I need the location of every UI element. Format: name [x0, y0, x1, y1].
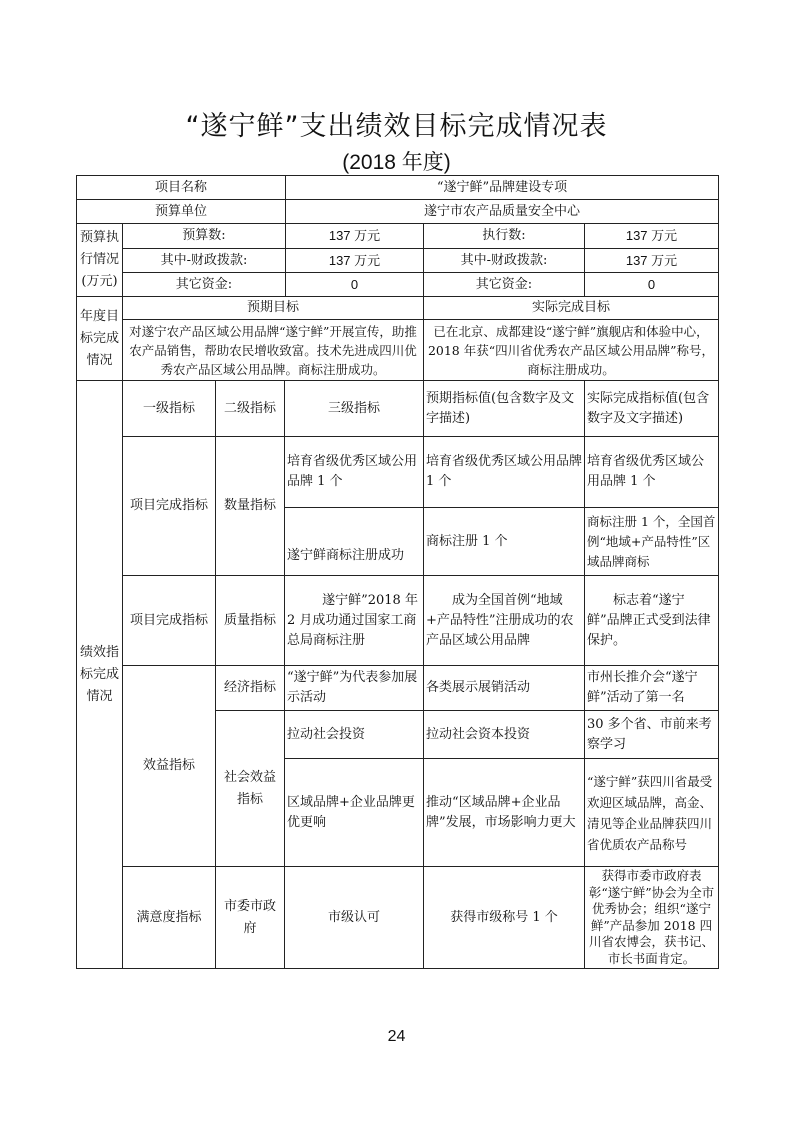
row-level3: “遂宁鲜”为代表参加展示活动	[284, 665, 424, 711]
group-level2: 经济指标	[215, 665, 285, 711]
budget-row-label-b: 其中-财政拨款:	[423, 248, 585, 273]
header-level1: 一级指标	[122, 380, 216, 437]
row-expected: 获得市级称号 1 个	[423, 866, 585, 969]
row-actual-text: 标志着“遂宁鲜”品牌正式受到法律保护。	[587, 592, 711, 648]
page-subtitle: (2018 年度)	[342, 151, 451, 174]
row-expected: 各类展示展销活动	[423, 665, 585, 711]
expected-goal-text-content: 对遂宁农产品区域公用品牌“遂宁鲜”开展宣传，助推农产品销售，帮助农民增收致富。技术先进成四川优秀农产品区域公用品牌。商标注册成功。	[129, 323, 417, 377]
group-level1: 项目完成指标	[122, 436, 216, 576]
row-expected-text: 成为全国首例“地域+产品特性”注册成功的农产品区域公用品牌	[426, 592, 574, 648]
performance-section-label	[76, 380, 123, 969]
expected-goal-text	[122, 319, 424, 381]
budget-row-label-b: 执行数:	[423, 223, 585, 249]
budget-row-label-a: 其中-财政拨款:	[122, 248, 286, 273]
budget-unit-value: 遂宁市农产品质量安全中心	[285, 199, 719, 224]
row-level3: 区域品牌+企业品牌更优更响	[284, 758, 424, 867]
row-actual: 获得市委市政府表彰“遂宁鲜”协会为全市优秀协会；组织“遂宁鲜”产品参加 2018 四川省农博会，获书记、市长书面肯定。	[584, 866, 719, 969]
row-actual	[584, 575, 719, 666]
budget-row-value-a: 137 万元	[285, 248, 424, 273]
project-name-value: “遂宁鲜”品牌建设专项	[285, 175, 719, 200]
budget-row-value-a: 0	[285, 272, 424, 297]
budget-unit-label: 预算单位	[76, 199, 286, 224]
header-level2: 二级指标	[215, 380, 285, 437]
row-actual: 30 多个省、市前来考察学习	[584, 710, 719, 759]
project-name-label: 项目名称	[76, 175, 286, 200]
group-level1: 项目完成指标	[122, 575, 216, 666]
row-level3-text: 遂宁鲜”2018 年 2 月成功通过国家工商总局商标注册	[287, 592, 418, 648]
header-level3: 三级指标	[284, 380, 424, 437]
budget-row-label-a: 其它资金:	[122, 272, 286, 297]
row-actual: 培育省级优秀区域公用品牌 1 个	[584, 436, 719, 508]
annual-goal-section-label-text: 年度目标完成情况	[79, 308, 119, 368]
budget-row-value-b: 0	[584, 272, 719, 297]
actual-goal-text	[423, 319, 719, 381]
page-title: “遂宁鲜”支出绩效目标完成情况表	[185, 111, 608, 142]
group-level2: 数量指标	[215, 436, 285, 576]
row-level3: 市级认可	[284, 866, 424, 969]
budget-section-label-text: 预算执行情况(万元)	[79, 230, 119, 289]
group-level2-text: 市委市政府	[223, 898, 276, 936]
header-expected: 预期指标值(包含数字及文字描述)	[423, 380, 585, 437]
annual-goal-section-label	[76, 296, 123, 381]
row-expected: 拉动社会资本投资	[423, 710, 585, 759]
expected-goal-header: 预期目标	[122, 296, 424, 320]
row-actual: “遂宁鲜”获四川省最受欢迎区域品牌，高金、清见等企业品牌获四川省优质农产品称号	[584, 758, 719, 867]
row-level3	[284, 507, 424, 576]
actual-goal-header: 实际完成目标	[423, 296, 719, 320]
group-level2	[215, 866, 285, 969]
row-expected: 商标注册 1 个	[423, 507, 585, 576]
group-level1: 满意度指标	[122, 866, 216, 969]
budget-row-value-b: 137 万元	[584, 223, 719, 249]
budget-row-value-b: 137 万元	[584, 248, 719, 273]
group-level2-text: 社会效益指标	[223, 769, 276, 807]
row-level3: 拉动社会投资	[284, 710, 424, 759]
row-expected	[423, 575, 585, 666]
budget-row-value-a: 137 万元	[285, 223, 424, 249]
row-level3: 培育省级优秀区域公用品牌 1 个	[284, 436, 424, 508]
row-level3-text: 遂宁鲜商标注册成功	[287, 548, 405, 563]
performance-section-label-text: 绩效指标完成情况	[79, 644, 119, 704]
row-actual: 商标注册 1 个，全国首例“地域+产品特性”区域品牌商标	[584, 507, 719, 576]
row-expected: 培育省级优秀区域公用品牌 1 个	[423, 436, 585, 508]
budget-row-label-a: 预算数:	[122, 223, 286, 249]
row-actual: 市州长推介会“遂宁鲜”活动了第一名	[584, 665, 719, 711]
row-level3	[284, 575, 424, 666]
budget-section-label	[76, 223, 123, 297]
page-number: 24	[387, 1028, 406, 1045]
actual-goal-text-content: 已在北京、成都建设“遂宁鲜”旗舰店和体验中心，2018 年获“四川省优秀农产品区域公用品牌”称号，商标注册成功。	[427, 323, 715, 377]
group-level2: 质量指标	[215, 575, 285, 666]
group-level1: 效益指标	[122, 665, 216, 867]
group-level2	[215, 710, 285, 867]
budget-row-label-b: 其它资金:	[423, 272, 585, 297]
row-expected: 推动“区域品牌+企业品牌”发展，市场影响力更大	[423, 758, 585, 867]
header-actual: 实际完成指标值(包含数字及文字描述)	[584, 380, 719, 437]
